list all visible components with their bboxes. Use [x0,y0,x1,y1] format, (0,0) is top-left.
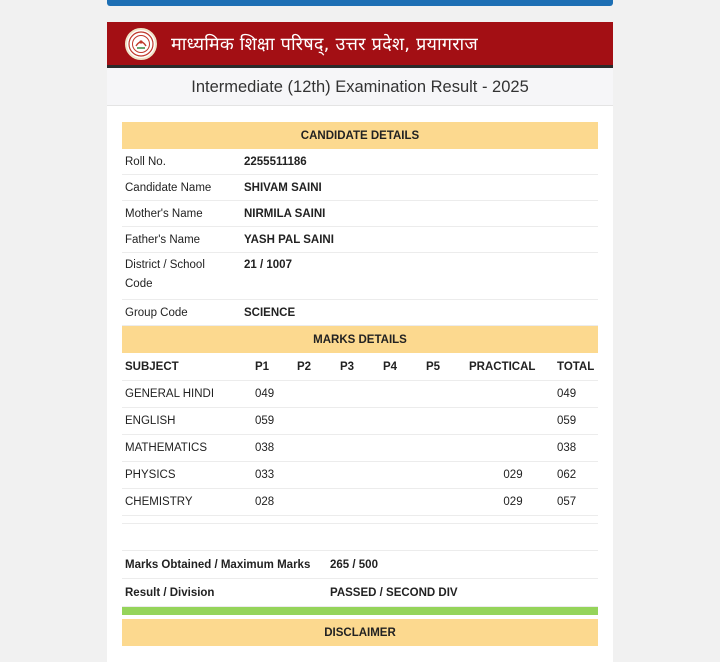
p4-cell [383,462,426,489]
marks-summary-row [122,551,598,579]
table-row [122,489,598,516]
subject-cell: PHYSICS [122,462,255,489]
row-label: Roll No. [125,156,166,168]
result-division-label: Result / Division [125,586,215,599]
p2-cell [297,381,340,408]
summary-spacer [122,524,598,551]
p3-cell [340,489,383,516]
col-total: TOTAL [557,353,598,381]
candidate-row-father [122,227,598,253]
board-banner [107,22,613,68]
total-cell: 038 [557,435,598,462]
candidate-name-value: SHIVAM SAINI [244,182,322,194]
col-p3: P3 [340,353,383,381]
subject-cell: CHEMISTRY [122,489,255,516]
col-p5: P5 [426,353,469,381]
p2-cell [297,489,340,516]
p2-cell [297,462,340,489]
p3-cell [340,381,383,408]
subject-cell: ENGLISH [122,408,255,435]
p4-cell [383,381,426,408]
p5-cell [426,408,469,435]
marks-obtained-label: Marks Obtained / Maximum Marks [125,558,311,571]
p3-cell [340,408,383,435]
row-label: Candidate Name [125,182,212,194]
col-p4: P4 [383,353,426,381]
candidate-row-name [122,175,598,201]
table-row-empty [122,516,598,524]
p1-cell: 059 [255,408,297,435]
p3-cell [340,462,383,489]
candidate-details-header: CANDIDATE DETAILS [122,122,598,149]
p5-cell [426,435,469,462]
p5-cell [426,489,469,516]
table-row [122,435,598,462]
total-cell: 057 [557,489,598,516]
empty-cell [122,516,598,524]
col-practical: PRACTICAL [469,353,557,381]
candidate-row-roll [122,149,598,175]
p4-cell [383,435,426,462]
p1-cell: 028 [255,489,297,516]
candidate-row-group [122,300,598,326]
row-label: Mother's Name [125,208,203,220]
col-subject: SUBJECT [122,353,255,381]
result-card [107,22,613,662]
roll-number-value: 2255511186 [244,156,307,168]
col-p1: P1 [255,353,297,381]
total-cell: 049 [557,381,598,408]
p3-cell [340,435,383,462]
subject-cell: MATHEMATICS [122,435,255,462]
p2-cell [297,435,340,462]
result-division-row [122,579,598,607]
table-row [122,408,598,435]
candidate-row-mother [122,201,598,227]
practical-cell [469,408,557,435]
practical-cell: 029 [469,489,557,516]
p4-cell [383,489,426,516]
marks-obtained-value: 265 / 500 [330,558,378,571]
top-accent-strip [107,0,613,6]
p1-cell: 033 [255,462,297,489]
result-status-bar [122,607,598,615]
result-division-value: PASSED / SECOND DIV [330,586,458,599]
candidate-row-district [122,253,598,300]
total-cell: 062 [557,462,598,489]
p5-cell [426,462,469,489]
practical-cell [469,381,557,408]
row-label: Father's Name [125,234,201,246]
disclaimer-header: DISCLAIMER [122,619,598,646]
father-name-value: YASH PAL SAINI [244,234,334,246]
marks-header-row [122,353,598,381]
p4-cell [383,408,426,435]
row-label: District / School Code [125,259,205,290]
exam-title: Intermediate (12th) Examination Result - 2025 [107,68,613,106]
p2-cell [297,408,340,435]
marks-details-header: MARKS DETAILS [122,326,598,353]
practical-cell: 029 [469,462,557,489]
board-name: माध्यमिक शिक्षा परिषद्, उत्तर प्रदेश, प्रयागराज [171,33,478,55]
total-cell: 059 [557,408,598,435]
practical-cell [469,435,557,462]
mother-name-value: NIRMILA SAINI [244,208,326,220]
group-code-value: SCIENCE [244,307,296,319]
result-content [107,106,613,646]
marks-table [122,353,598,524]
p1-cell: 038 [255,435,297,462]
district-school-code-value: 21 / 1007 [244,259,292,271]
up-emblem-icon [125,28,157,60]
row-label: Group Code [125,307,188,319]
subject-cell: GENERAL HINDI [122,381,255,408]
p5-cell [426,381,469,408]
table-row [122,381,598,408]
p1-cell: 049 [255,381,297,408]
col-p2: P2 [297,353,340,381]
table-row [122,462,598,489]
